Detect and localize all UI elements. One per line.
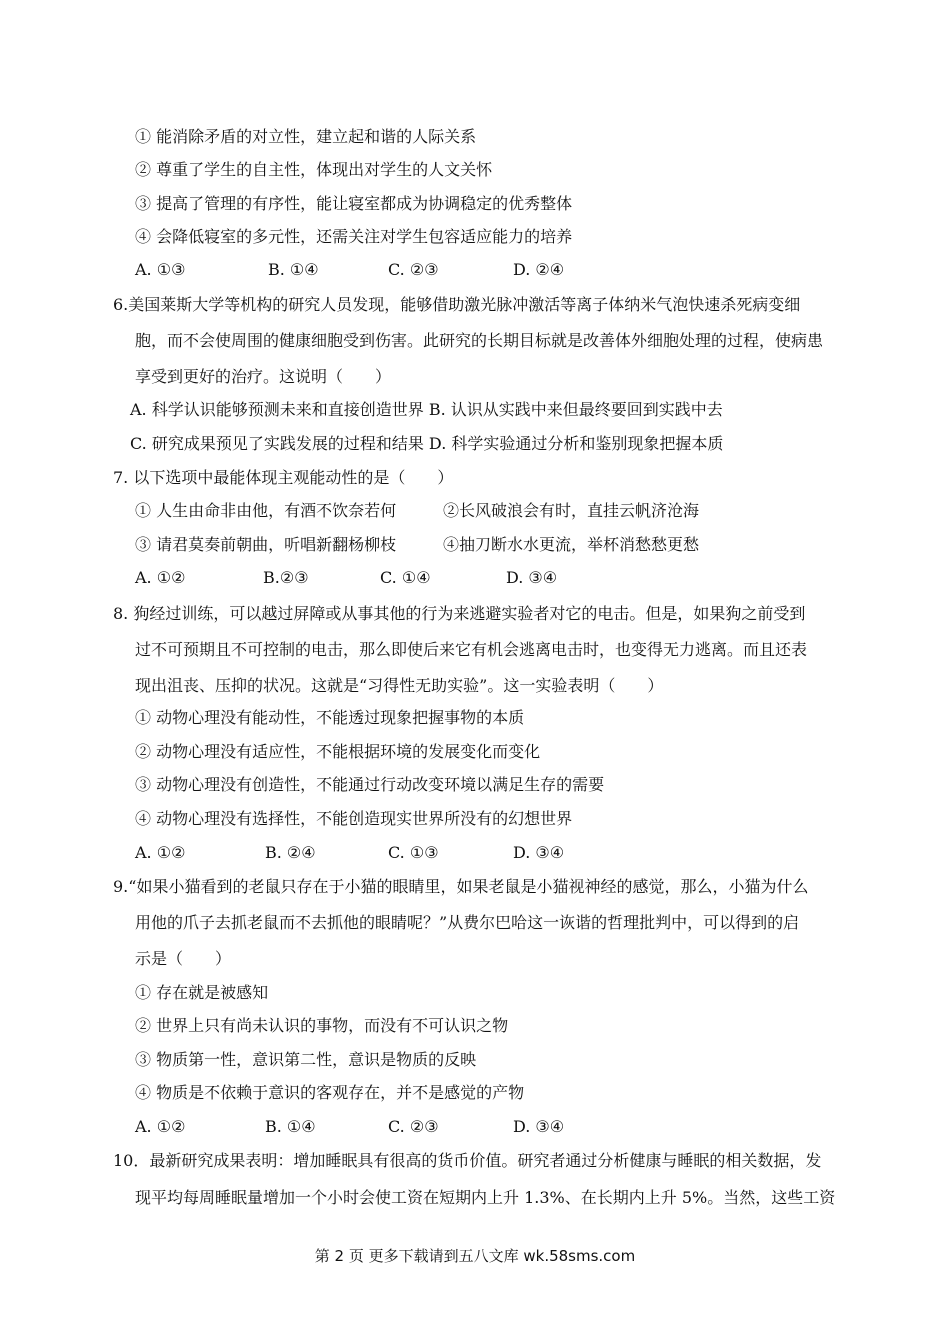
q8-option-d: D. ③④ [513,843,565,862]
q6-stem-line-2: 胞，而不会使周围的健康细胞受到伤害。此研究的长期目标就是改善体外细胞处理的过程，使病患 [135,331,824,350]
q5-item-4: ④ 会降低寝室的多元性，还需关注对学生包容适应能力的培养 [135,227,573,246]
q6-options-line-2: C. 研究成果预见了实践发展的过程和结果 D. 科学实验通过分析和鉴别现象把握本质 [130,434,724,453]
q7-item-4: ④抽刀断水水更流，举杯消愁愁更愁 [443,535,700,554]
q8-item-4: ④ 动物心理没有选择性，不能创造现实世界所没有的幻想世界 [135,809,573,828]
q7-option-b: B.②③ [263,568,309,587]
q8-option-b: B. ②④ [265,843,316,862]
q8-option-a: A. ①② [135,843,186,862]
q9-stem-line-3: 示是（ ） [135,949,232,968]
q8-item-3: ③ 动物心理没有创造性，不能通过行动改变环境以满足生存的需要 [135,775,605,794]
q9-option-d: D. ③④ [513,1117,565,1136]
q10-stem-line-2: 现平均每周睡眠量增加一个小时会使工资在短期内上升 1.3%、在长期内上升 5%。当然，这些工资 [135,1188,836,1207]
q5-option-a: A. ①③ [135,260,186,279]
q9-stem-line-2: 用他的爪子去抓老鼠而不去抓他的眼睛呢？”从费尔巴哈这一诙谐的哲理批判中，可以得到的启 [135,913,800,932]
page-footer: 第 2 页 更多下载请到五八文库 wk.58sms.com [314,1247,636,1265]
q7-item-2: ②长风破浪会有时，直挂云帆济沧海 [443,501,700,520]
q7-stem: 7. 以下选项中最能体现主观能动性的是（ ） [113,468,454,487]
q9-item-4: ④ 物质是不依赖于意识的客观存在，并不是感觉的产物 [135,1083,525,1102]
q5-option-d: D. ②④ [513,260,565,279]
q5-item-2: ② 尊重了学生的自主性，体现出对学生的人文关怀 [135,160,493,179]
q6-stem-line-3: 享受到更好的治疗。这说明（ ） [135,367,392,386]
q9-item-3: ③ 物质第一性，意识第二性，意识是物质的反映 [135,1050,477,1069]
q9-option-c: C. ②③ [388,1117,439,1136]
q5-item-3: ③ 提高了管理的有序性，能让寝室都成为协调稳定的优秀整体 [135,194,573,213]
q7-item-1: ① 人生由命非由他，有酒不饮奈若何 [135,501,397,520]
q9-item-1: ① 存在就是被感知 [135,983,269,1002]
q7-item-3: ③ 请君莫奏前朝曲，听唱新翻杨柳枝 [135,535,397,554]
q7-option-d: D. ③④ [506,568,558,587]
q9-stem-line-1: 9.“如果小猫看到的老鼠只存在于小猫的眼睛里，如果老鼠是小猫视神经的感觉，那么，小猫为什么 [113,877,809,896]
q7-option-c: C. ①④ [380,568,431,587]
q8-stem-line-2: 过不可预期且不可控制的电击，那么即使后来它有机会逃离电击时，也变得无力逃离。而且还表 [135,640,808,659]
q9-item-2: ② 世界上只有尚未认识的事物，而没有不可认识之物 [135,1016,509,1035]
q6-stem-line-1: 6.美国莱斯大学等机构的研究人员发现，能够借助激光脉冲激活等离子体纳米气泡快速杀死病变细 [113,295,801,314]
q9-option-a: A. ①② [135,1117,186,1136]
q7-option-a: A. ①② [135,568,186,587]
q8-item-1: ① 动物心理没有能动性，不能透过现象把握事物的本质 [135,708,525,727]
q5-option-c: C. ②③ [388,260,439,279]
q6-options-line-1: A. 科学认识能够预测未来和直接创造世界 B. 认识从实践中来但最终要回到实践中去 [130,400,723,419]
q5-option-b: B. ①④ [268,260,319,279]
q9-option-b: B. ①④ [265,1117,316,1136]
q8-option-c: C. ①③ [388,843,439,862]
q8-stem-line-3: 现出沮丧、压抑的状况。这就是“习得性无助实验”。这一实验表明（ ） [135,676,664,695]
q8-item-2: ② 动物心理没有适应性，不能根据环境的发展变化而变化 [135,742,541,761]
q10-stem-line-1: 10．最新研究成果表明：增加睡眠具有很高的货币价值。研究者通过分析健康与睡眠的相关数据，发 [113,1151,822,1170]
q8-stem-line-1: 8. 狗经过训练，可以越过屏障或从事其他的行为来逃避实验者对它的电击。但是，如果狗之前受到 [113,604,806,623]
q5-item-1: ① 能消除矛盾的对立性，建立起和谐的人际关系 [135,127,477,146]
